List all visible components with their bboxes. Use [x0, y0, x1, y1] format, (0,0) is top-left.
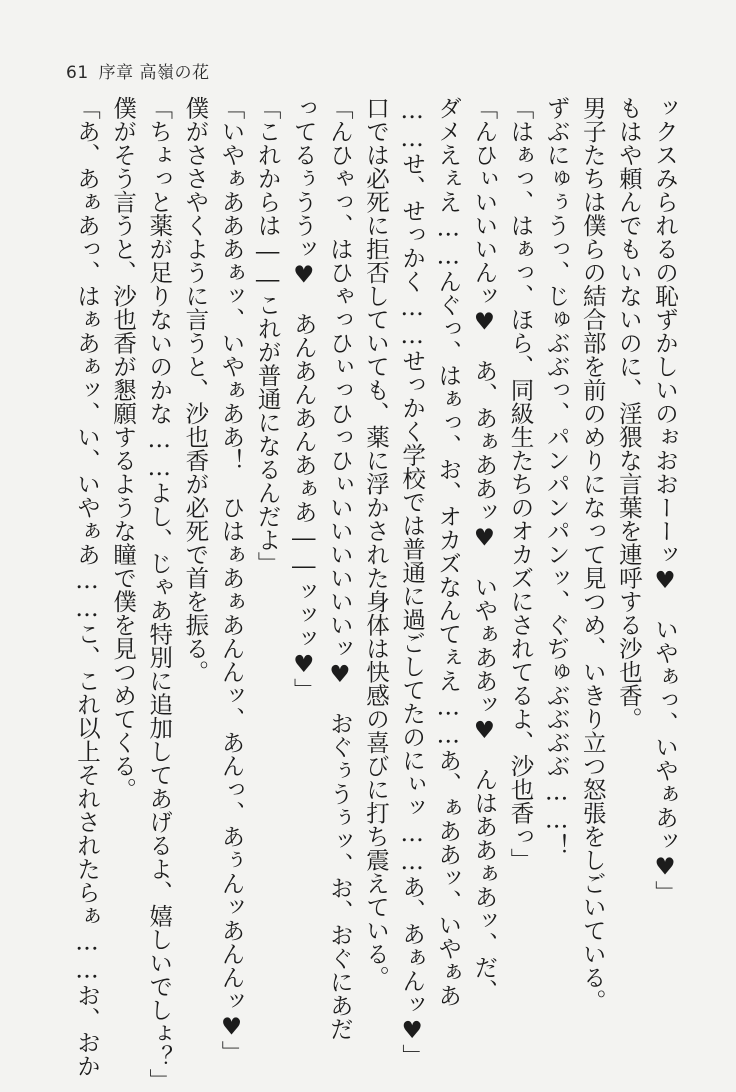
text-column: 「んひゃっ、はひゃっひぃっひっひぃいいいいいいッ♥ おぐぅうぅッ、お、おぐにあだ — [325, 96, 354, 1041]
text-column: ずぶにゅぅうっ、じゅぶぶっ、パンパンパンッ、ぐぢゅぶぶぶぶ……！ — [542, 96, 571, 857]
chapter-title: 序章 高嶺の花 — [98, 63, 210, 83]
text-column: 「いやぁあああぁッ、いやぁああ！ ひはぁあぁあんんッ、あんっ、あぅんッあんんッ♥」 — [217, 96, 246, 1064]
page-number: 61 — [66, 63, 89, 83]
text-column: 「はぁっ、はぁっ、ほら、同級生たちのオカズにされてるよ、沙也香っ」 — [506, 96, 535, 872]
text-column: ックスみられるの恥ずかしいのぉおおーーッ♥ いやぁっ、いやぁあッ♥」 — [651, 96, 679, 904]
text-column: 「ちょっと薬が足りないのかな……よし、じゃあ特別に追加してあげるよ、嬉しいでしょ？」 — [145, 96, 174, 1092]
text-column: 男子たちは僕らの結合部を前のめりになって見つめ、いきり立つ怒張をしごいている。 — [578, 96, 607, 1013]
text-column: 「あ、あぁあっ、はぁあぁッ、い、いやぁあ……こ、これ以上それされたらぁ……お、おか — [73, 96, 101, 1078]
running-header — [66, 58, 210, 83]
text-column: 僕がささやくように言うと、沙也香が必死で首を振る。 — [181, 96, 210, 684]
vertical-body-text — [73, 96, 679, 1092]
text-column: 「んひぃいいいんッ♥ あ、あぁああッ♥ いやぁああッ♥ んはああぁあッ、だ、 — [470, 96, 499, 1003]
text-column: ……せ、せっかく……せっかく学校では普通に過ごしてたのにぃッ……あ、あぁんッ♥」 — [398, 96, 427, 1068]
text-column: ってるぅううッ♥ あんあんあんあぁあ――ッッッ♥」 — [289, 96, 318, 702]
text-column: 僕がそう言うと、沙也香が懇願するような瞳で僕を見つめてくる。 — [109, 96, 138, 801]
text-column: もはや頼んでもいないのに、淫猥な言葉を連呼する沙也香。 — [614, 96, 643, 731]
text-column: 「これからは――これが普通になるんだよ」 — [253, 96, 282, 575]
text-column: ダメえぇえ……んぐっ、はぁっ、お、オカズなんてぇえ……あ、ぁああッ、いやぁあ — [434, 96, 463, 1007]
text-column: 口では必死に拒否していても、薬に浮かされた身体は快感の喜びに打ち震えている。 — [362, 96, 390, 989]
